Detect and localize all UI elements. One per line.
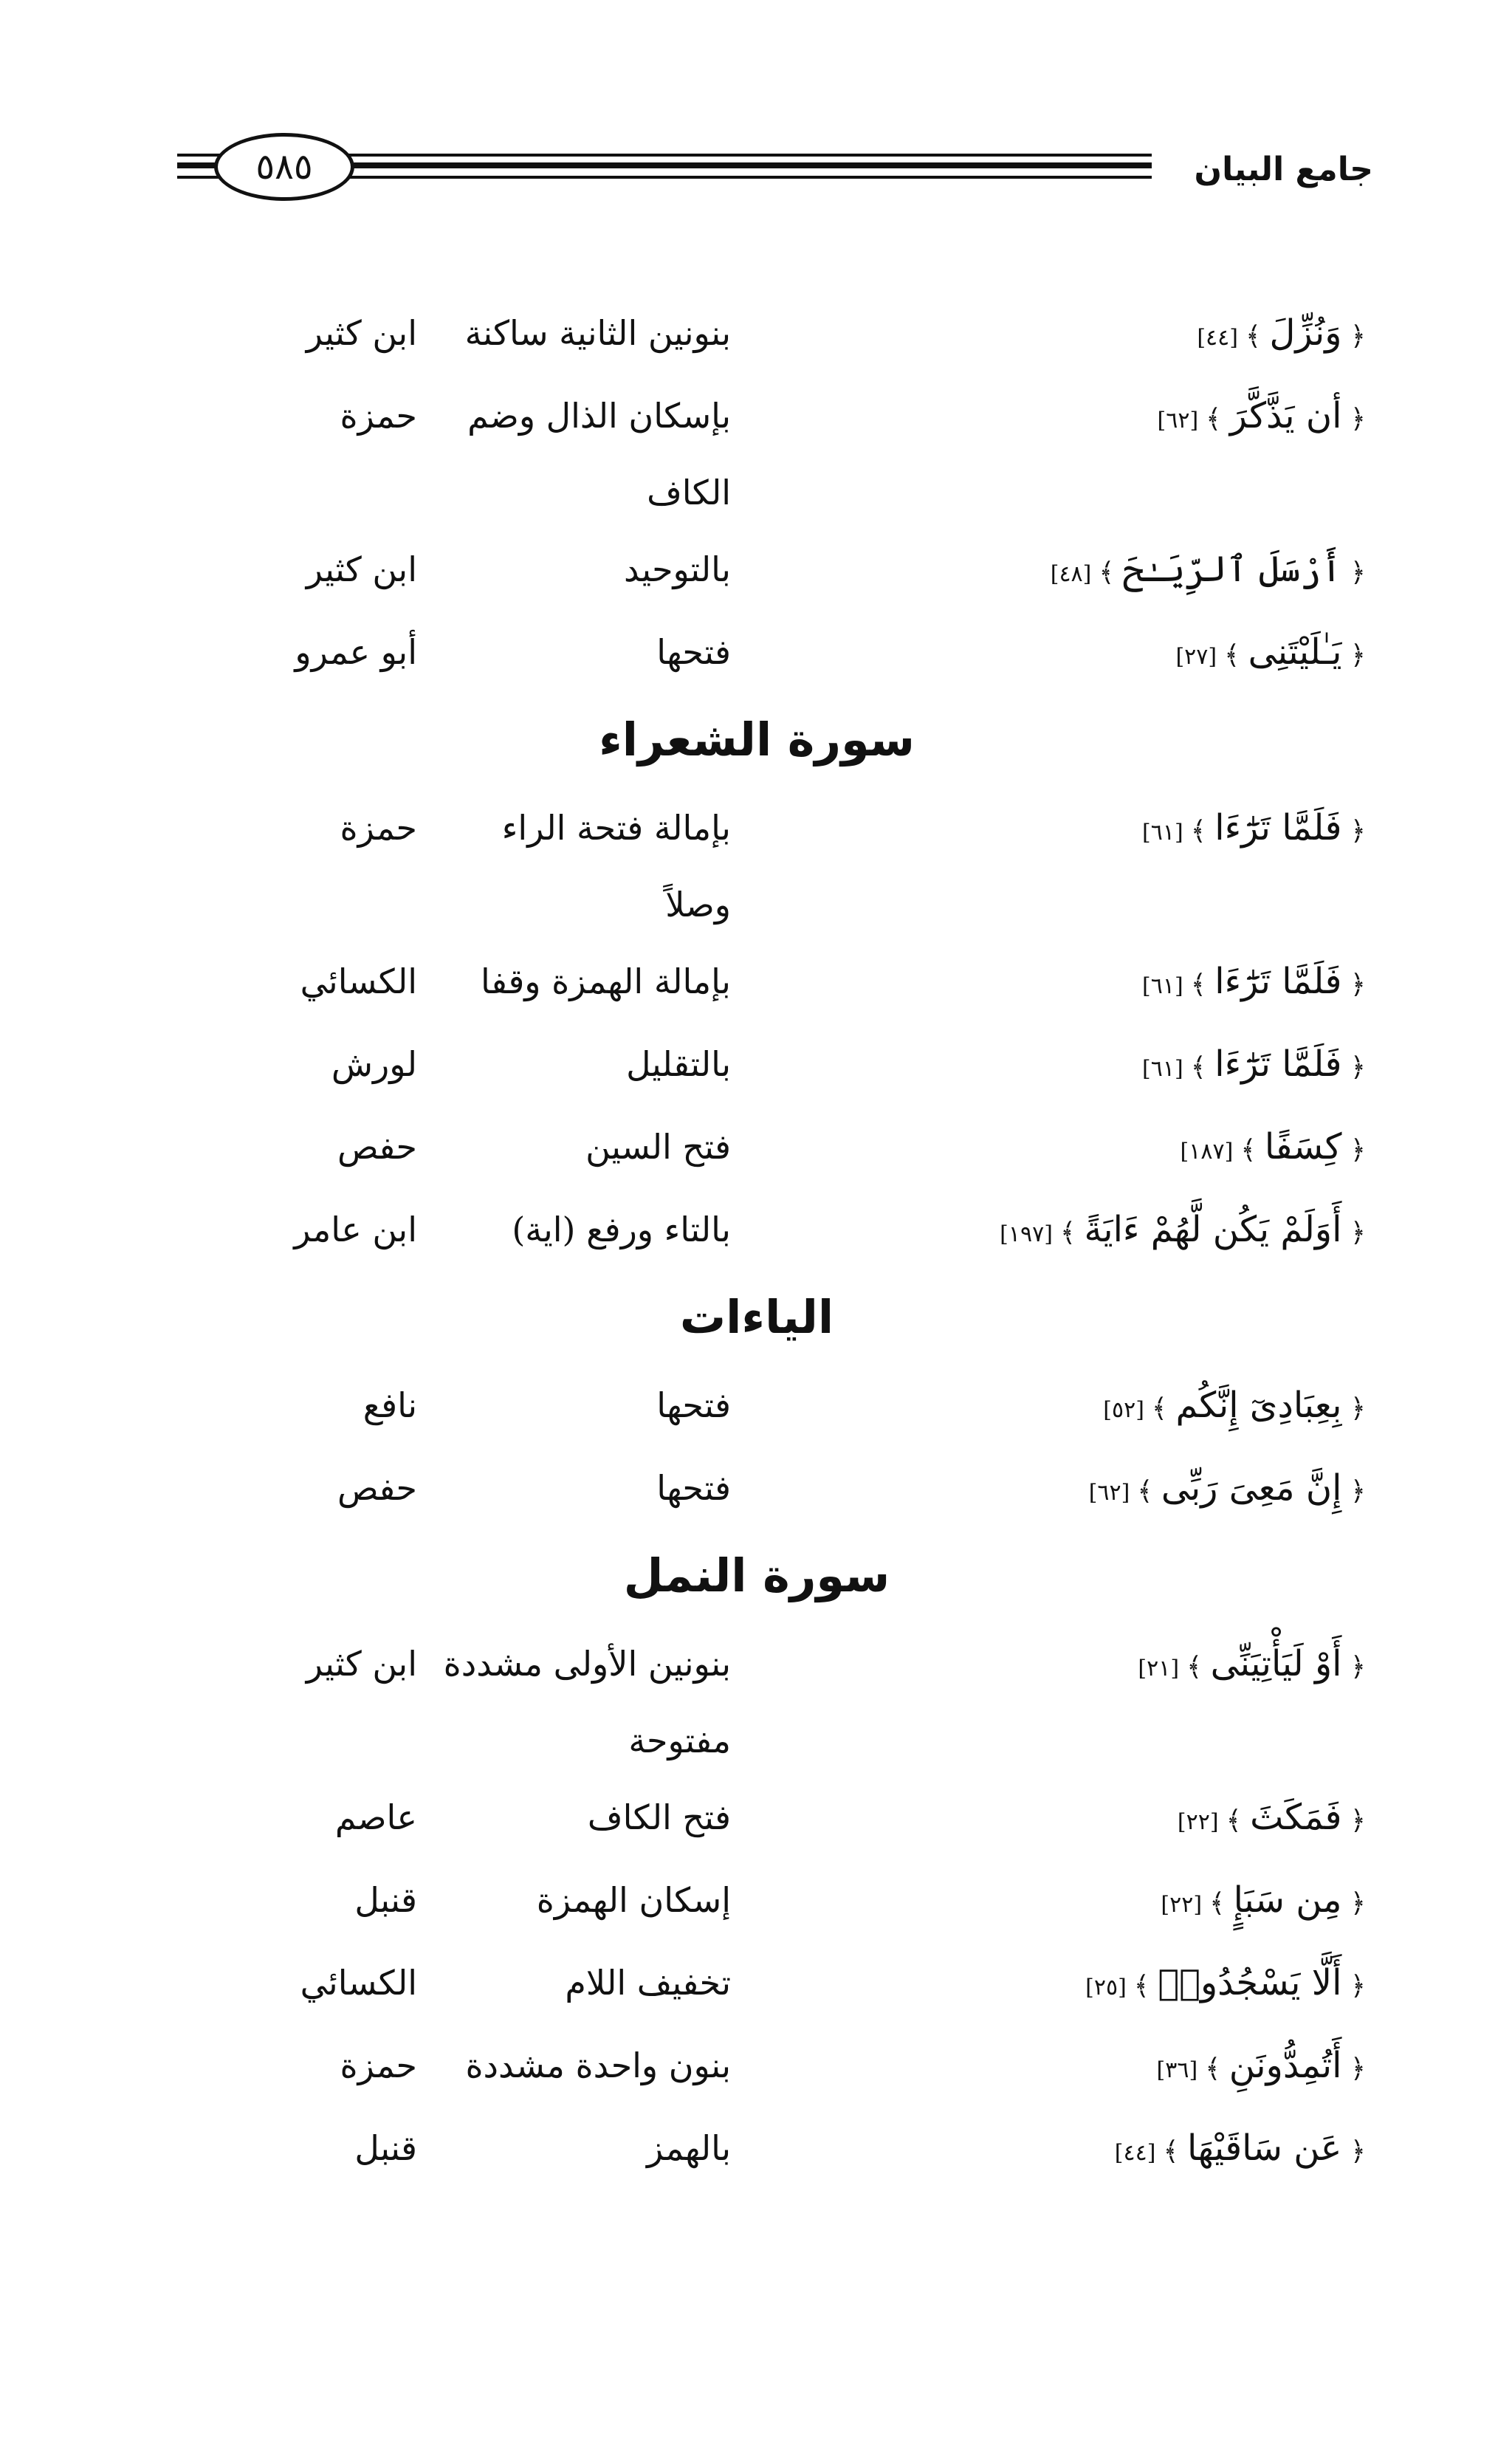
table-row-continuation bbox=[281, 1705, 1366, 1776]
reading-cell: الكاف bbox=[647, 473, 731, 512]
table-row bbox=[281, 1364, 1366, 1447]
verse-cell bbox=[952, 1941, 1366, 2029]
reader-cell: ابن كثير bbox=[306, 549, 417, 589]
quran-bracket-open: ﴿ bbox=[1341, 1135, 1366, 1165]
quran-bracket-open: ﴿ bbox=[1341, 816, 1366, 846]
quran-bracket-open: ﴿ bbox=[1341, 2054, 1366, 2084]
reading-cell: بنونين الأولى مشددة bbox=[443, 1644, 731, 1684]
verse-text: بِعِبَادِىٓ إِنَّكُم bbox=[1175, 1385, 1342, 1426]
verse-cell bbox=[952, 1622, 1366, 1710]
verse-text: أَوَلَمْ يَكُن لَّهُمْ ءَايَةً bbox=[1084, 1209, 1342, 1250]
verse-cell bbox=[952, 292, 1366, 380]
page-number: ٥٨٥ bbox=[214, 133, 354, 201]
table-row bbox=[281, 2024, 1366, 2107]
quran-bracket-open: ﴿ bbox=[1341, 1476, 1366, 1506]
quran-bracket-close: ﴾ bbox=[1190, 970, 1215, 1000]
reader-cell: ابن عامر bbox=[294, 1210, 417, 1249]
quran-bracket-close: ﴾ bbox=[1190, 1052, 1215, 1083]
verse-cell bbox=[952, 611, 1366, 699]
page-header bbox=[177, 133, 1373, 214]
quran-bracket-close: ﴾ bbox=[1205, 2054, 1229, 2084]
reading-cell: فتح الكاف bbox=[587, 1797, 731, 1837]
book-title: جامع البيان bbox=[1194, 151, 1373, 188]
table-row bbox=[281, 1188, 1366, 1271]
table-row bbox=[281, 292, 1366, 374]
reader-cell: ابن كثير bbox=[306, 1644, 417, 1684]
quran-bracket-close: ﴾ bbox=[1186, 1652, 1211, 1682]
reading-cell: بالتاء ورفع (اية) bbox=[512, 1210, 731, 1249]
reading-cell: فتحها bbox=[656, 1385, 731, 1425]
section-heading: سورة الشعراء bbox=[599, 713, 915, 767]
quran-bracket-close: ﴾ bbox=[1137, 1476, 1161, 1506]
quran-bracket-close: ﴾ bbox=[1224, 640, 1248, 671]
quran-bracket-open: ﴿ bbox=[1341, 1652, 1366, 1682]
table-row bbox=[281, 1776, 1366, 1859]
verse-cell bbox=[952, 1776, 1366, 1864]
quran-bracket-close: ﴾ bbox=[1240, 1135, 1265, 1165]
quran-bracket-close: ﴾ bbox=[1206, 404, 1230, 434]
verse-number: [٦٢] bbox=[1088, 1480, 1130, 1506]
reading-cell: مفتوحة bbox=[628, 1721, 731, 1760]
table-row bbox=[281, 1622, 1366, 1705]
reader-cell: عاصم bbox=[334, 1797, 417, 1837]
reader-cell: قنبل bbox=[354, 2128, 417, 2168]
verse-text: فَلَمَّا تَرَٰٓءَا bbox=[1214, 807, 1342, 848]
verse-number: [٦١] bbox=[1142, 1056, 1183, 1082]
quran-bracket-open: ﴿ bbox=[1341, 1218, 1366, 1248]
verse-text: أن يَذَّكَّرَ bbox=[1229, 395, 1342, 436]
quran-bracket-close: ﴾ bbox=[1133, 1971, 1158, 2001]
quran-bracket-open: ﴿ bbox=[1341, 970, 1366, 1000]
reader-cell: قنبل bbox=[354, 1880, 417, 1920]
table-row-continuation bbox=[281, 457, 1366, 528]
verse-text: أَتُمِدُّونَنِ bbox=[1228, 2045, 1342, 2086]
verse-text: أَلَّا يَسْجُدُوا۟ bbox=[1158, 1962, 1342, 2003]
reader-cell: لورش bbox=[331, 1044, 417, 1084]
quran-bracket-close: ﴾ bbox=[1059, 1218, 1085, 1248]
quran-bracket-close: ﴾ bbox=[1190, 816, 1215, 846]
section-heading: الياءات bbox=[679, 1290, 834, 1344]
quran-bracket-open: ﴿ bbox=[1341, 1971, 1366, 2001]
quran-bracket-open: ﴿ bbox=[1341, 640, 1366, 671]
quran-bracket-open: ﴿ bbox=[1341, 1393, 1366, 1424]
verse-cell bbox=[952, 374, 1366, 462]
verse-number: [١٩٧] bbox=[1000, 1221, 1053, 1247]
reader-cell: الكسائي bbox=[300, 1963, 417, 2003]
verse-number: [٢٧] bbox=[1175, 644, 1217, 670]
quran-bracket-close: ﴾ bbox=[1151, 1393, 1176, 1424]
table-row bbox=[281, 2107, 1366, 2190]
reading-cell: بالتقليل bbox=[626, 1044, 731, 1084]
verse-text: فَمَكَثَ bbox=[1250, 1797, 1342, 1838]
table-row bbox=[281, 786, 1366, 869]
verse-number: [٣٦] bbox=[1156, 2057, 1198, 2083]
verse-number: [٥٢] bbox=[1103, 1397, 1144, 1423]
reading-cell: فتحها bbox=[656, 632, 731, 672]
verse-cell bbox=[952, 1023, 1366, 1111]
table-row bbox=[281, 1447, 1366, 1529]
verse-text: مِن سَبَإٍ bbox=[1233, 1879, 1342, 1921]
reader-cell: أبو عمرو bbox=[295, 632, 417, 672]
quran-bracket-close: ﴾ bbox=[1099, 558, 1123, 588]
quran-bracket-open: ﴿ bbox=[1341, 1052, 1366, 1083]
verse-cell bbox=[952, 2024, 1366, 2112]
verse-cell bbox=[952, 1364, 1366, 1452]
reading-cell: إسكان الهمزة bbox=[536, 1880, 731, 1920]
table-row bbox=[281, 940, 1366, 1023]
verse-cell bbox=[952, 528, 1366, 616]
verse-text: أَوْ لَيَأْتِيَنِّى bbox=[1210, 1643, 1342, 1684]
verse-text: كِسَفًا bbox=[1264, 1126, 1342, 1167]
reading-cell: بإسكان الذال وضم bbox=[467, 396, 731, 436]
verse-number: [٤٨] bbox=[1050, 561, 1092, 587]
verse-cell bbox=[952, 2107, 1366, 2195]
reading-cell: بنون واحدة مشددة bbox=[465, 2046, 731, 2085]
table-row bbox=[281, 1105, 1366, 1188]
reader-cell: حمزة bbox=[340, 396, 417, 436]
quran-bracket-close: ﴾ bbox=[1209, 1888, 1234, 1918]
verse-cell bbox=[952, 940, 1366, 1028]
reader-cell: حفص bbox=[337, 1127, 417, 1167]
table-row-continuation bbox=[281, 869, 1366, 940]
verse-text: عَن سَاقَيْهَا bbox=[1186, 2127, 1342, 2169]
verse-number: [٤٤] bbox=[1114, 2140, 1156, 2166]
reading-cell: فتحها bbox=[656, 1468, 731, 1508]
reading-cell: بإمالة فتحة الراء bbox=[501, 808, 731, 848]
reading-cell: فتح السين bbox=[585, 1127, 731, 1167]
verse-number: [٦١] bbox=[1142, 973, 1183, 999]
reader-cell: ابن كثير bbox=[306, 313, 417, 353]
readings-table bbox=[281, 292, 1366, 2190]
quran-bracket-close: ﴾ bbox=[1245, 321, 1270, 352]
reader-cell: نافع bbox=[362, 1385, 417, 1425]
reader-cell: الكسائي bbox=[300, 961, 417, 1001]
table-row bbox=[281, 1859, 1366, 1941]
reader-cell: حمزة bbox=[340, 808, 417, 848]
reading-cell: وصلاً bbox=[665, 885, 731, 925]
table-row bbox=[281, 611, 1366, 693]
verse-text: فَلَمَّا تَرَٰٓءَا bbox=[1214, 961, 1342, 1002]
verse-text: أَرْسَلَ ٱلرِّيَـٰحَ bbox=[1122, 549, 1342, 590]
verse-number: [١٨٧] bbox=[1180, 1139, 1234, 1165]
quran-bracket-open: ﴿ bbox=[1341, 404, 1366, 434]
verse-cell bbox=[952, 1188, 1366, 1276]
reading-cell: تخفيف اللام bbox=[565, 1963, 731, 2003]
quran-bracket-open: ﴿ bbox=[1341, 558, 1366, 588]
reader-cell: حمزة bbox=[340, 2046, 417, 2085]
quran-bracket-open: ﴿ bbox=[1341, 1806, 1366, 1836]
table-row bbox=[281, 374, 1366, 457]
verse-cell bbox=[952, 1447, 1366, 1535]
quran-bracket-open: ﴿ bbox=[1341, 1888, 1366, 1918]
reading-cell: بالهمز bbox=[646, 2128, 731, 2168]
verse-number: [٦١] bbox=[1142, 820, 1183, 846]
reader-cell: حفص bbox=[337, 1468, 417, 1508]
table-row bbox=[281, 528, 1366, 611]
verse-cell bbox=[952, 786, 1366, 874]
reading-cell: بإمالة الهمزة وقفا bbox=[481, 961, 731, 1001]
verse-number: [٢١] bbox=[1138, 1656, 1180, 1681]
verse-cell bbox=[952, 1105, 1366, 1193]
verse-text: يَـٰلَيْتَنِى bbox=[1248, 631, 1342, 673]
verse-number: [٢٢] bbox=[1177, 1809, 1219, 1835]
verse-number: [٢٥] bbox=[1085, 1975, 1127, 2000]
quran-bracket-open: ﴿ bbox=[1341, 321, 1366, 352]
verse-number: [٤٤] bbox=[1197, 325, 1238, 351]
reading-cell: بالتوحيد bbox=[624, 549, 731, 589]
quran-bracket-open: ﴿ bbox=[1341, 2136, 1366, 2167]
verse-text: وَنُزِّلَ bbox=[1269, 312, 1342, 354]
quran-bracket-close: ﴾ bbox=[1163, 2136, 1187, 2167]
verse-number: [٢٢] bbox=[1161, 1892, 1203, 1918]
verse-number: [٦٢] bbox=[1157, 408, 1199, 433]
verse-text: فَلَمَّا تَرَٰٓءَا bbox=[1214, 1043, 1342, 1085]
verse-cell bbox=[952, 1859, 1366, 1947]
table-row bbox=[281, 1941, 1366, 2024]
reading-cell: بنونين الثانية ساكنة bbox=[464, 313, 731, 353]
quran-bracket-close: ﴾ bbox=[1226, 1806, 1251, 1836]
table-row bbox=[281, 1023, 1366, 1105]
verse-text: إِنَّ مَعِىَ رَبِّى bbox=[1161, 1467, 1342, 1509]
section-heading: سورة النمل bbox=[623, 1549, 890, 1602]
